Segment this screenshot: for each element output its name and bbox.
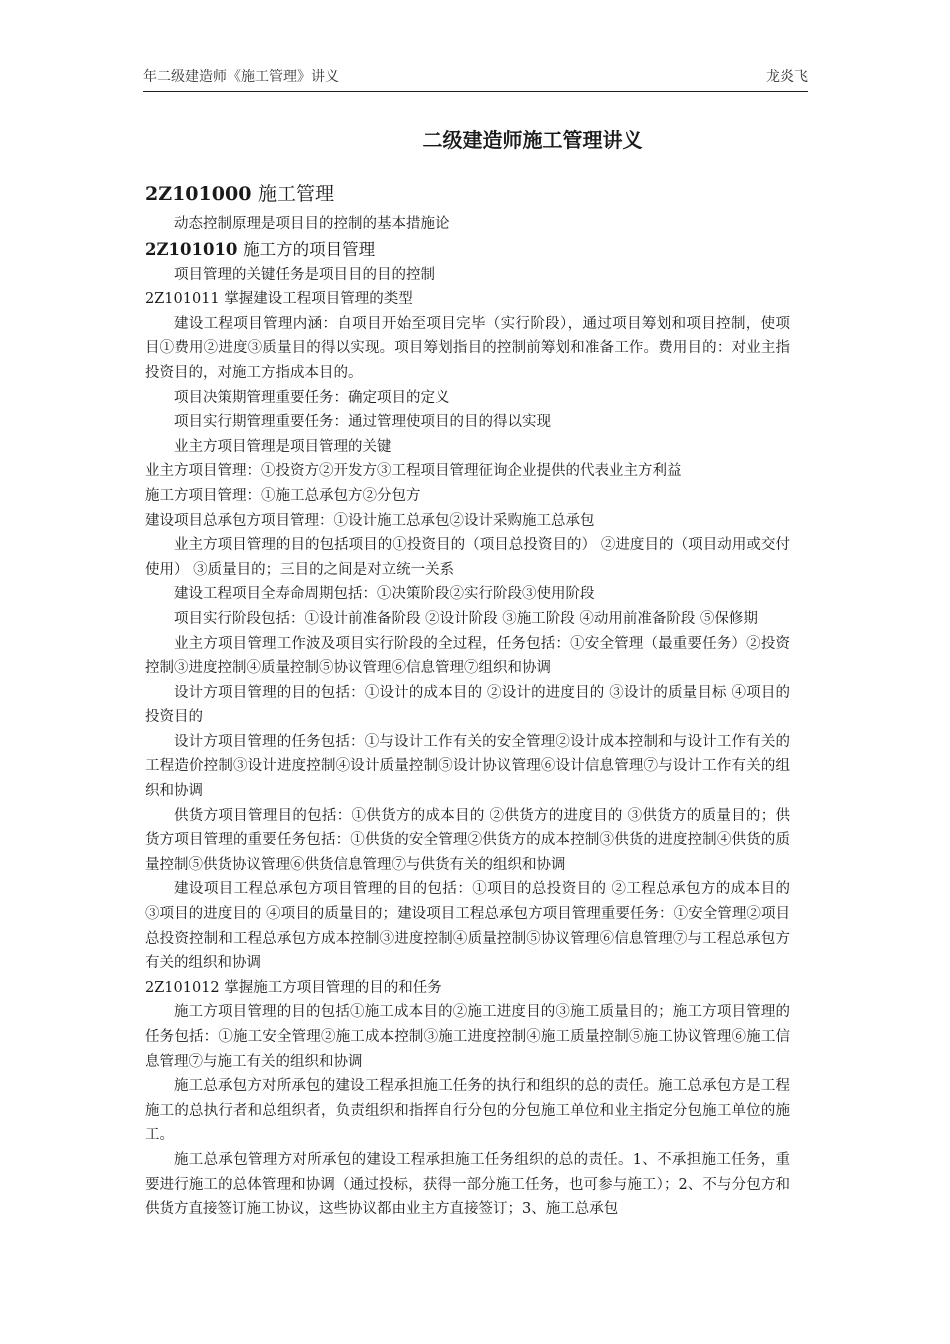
heading-level-1 (145, 176, 790, 212)
paragraph: 建设项目工程总承包方项目管理的目的包括：①项目的总投资目的 ②工程总承包方的成本目的 ③项目的进度目的 ④项目的质量目的；建设项目工程总承包方项目管理重要任务：①安全管理②项目总投资控制和工程总承包方成本控制③进度控制④质量控制⑤协议管理⑥信息管理⑦与工程总承包方有关的组织和协调 (145, 881, 790, 972)
paragraph: 施工方项目管理：①施工总承包方②分包方 (145, 487, 421, 504)
heading-code: 2Z101010 (145, 239, 238, 259)
paragraph: 业主方项目管理是项目管理的关键 (174, 438, 392, 455)
paragraph: 项目实行阶段包括：①设计前准备阶段 ②设计阶段 ③施工阶段 ④动用前准备阶段 ⑤保修期 (174, 610, 758, 627)
paragraph: 动态控制原理是项目目的控制的基本措施论 (174, 216, 450, 232)
heading-text: 施工管理 (258, 183, 335, 205)
paragraph: 建设项目总承包方项目管理：①设计施工总承包②设计采购施工总承包 (145, 512, 595, 529)
paragraph: 项目决策期管理重要任务：确定项目的定义 (174, 389, 450, 406)
heading-level-3: 2Z101012 掌握施工方项目管理的目的和任务 (145, 979, 442, 996)
document-title: 二级建造师施工管理讲义 (422, 128, 643, 152)
heading-level-3: 2Z101011 掌握建设工程项目管理的类型 (145, 291, 413, 308)
paragraph: 施工总承包方对所承包的建设工程承担施工任务的执行和组织的总的责任。施工总承包方是工程施工的总执行者和总组织者，负责组织和指挥自行分包的分包施工单位和业主指定分包施工单位的施工。 (145, 1078, 790, 1144)
document-body (145, 124, 790, 1222)
paragraph: 建设工程项目管理内涵：自项目开始至项目完毕（实行阶段），通过项目筹划和项目控制，使项目①费用②进度③质量目的得以实现。项目筹划指目的控制前筹划和准备工作。费用目的：对业主指投资目的，对施工方指成本目的。 (145, 315, 790, 381)
paragraph: 业主方项目管理工作波及项目实行阶段的全过程，任务包括：①安全管理（最重要任务）②投资控制③进度控制④质量控制⑤协议管理⑥信息管理⑦组织和协调 (145, 635, 790, 677)
header-author: 龙炎飞 (766, 69, 808, 85)
heading-level-2 (145, 237, 790, 263)
paragraph: 项目管理的关键任务是项目目的目的控制 (174, 266, 435, 283)
header-left-text: 年二级建造师《施工管理》讲义 (143, 69, 339, 85)
paragraph: 供货方项目管理目的包括：①供货方的成本目的 ②供货方的进度目的 ③供货方的质量目的；供货方项目管理的重要任务包括：①供货的安全管理②供货方的成本控制③供货的进度控制④供货的质量控制⑤供货协议管理⑥供货信息管理⑦与供货有关的组织和协调 (145, 807, 790, 873)
paragraph: 设计方项目管理的任务包括：①与设计工作有关的安全管理②设计成本控制和与设计工作有关的工程造价控制③设计进度控制④设计质量控制⑤设计协议管理⑥设计信息管理⑦与设计工作有关的组织和协调 (145, 733, 790, 800)
paragraph: 施工总承包管理方对所承包的建设工程承担施工任务组织的总的责任。1、不承担施工任务，重要进行施工的总体管理和协调（通过投标，获得一部分施工任务，也可参与施工）；2、不与分包方和供货方直接签订施工协议，这些协议都由业主方直接签订；3、施工总承包 (145, 1151, 790, 1218)
page-header (143, 66, 808, 92)
paragraph: 业主方项目管理：①投资方②开发方③工程项目管理征询企业提供的代表业主方利益 (145, 463, 682, 480)
paragraph: 建设工程项目全寿命周期包括：①决策阶段②实行阶段③使用阶段 (174, 586, 595, 603)
paragraph: 项目实行期管理重要任务：通过管理使项目的目的得以实现 (174, 414, 551, 431)
paragraph: 设计方项目管理的目的包括：①设计的成本目的 ②设计的进度目的 ③设计的质量目标 ④项目的投资目的 (145, 684, 790, 726)
paragraph: 业主方项目管理的目的包括项目的①投资目的（项目总投资目的） ②进度目的（项目动用或交付使用） ③质量目的；三目的之间是对立统一关系 (145, 537, 790, 578)
heading-code: 2Z101000 (145, 183, 252, 205)
paragraph: 施工方项目管理的目的包括①施工成本目的②施工进度目的③施工质量目的；施工方项目管理的任务包括：①施工安全管理②施工成本控制③施工进度控制④施工质量控制⑤施工协议管理⑥施工信息管理⑦与施工有关的组织和协调 (145, 1004, 790, 1070)
heading-text: 施工方的项目管理 (243, 239, 376, 259)
